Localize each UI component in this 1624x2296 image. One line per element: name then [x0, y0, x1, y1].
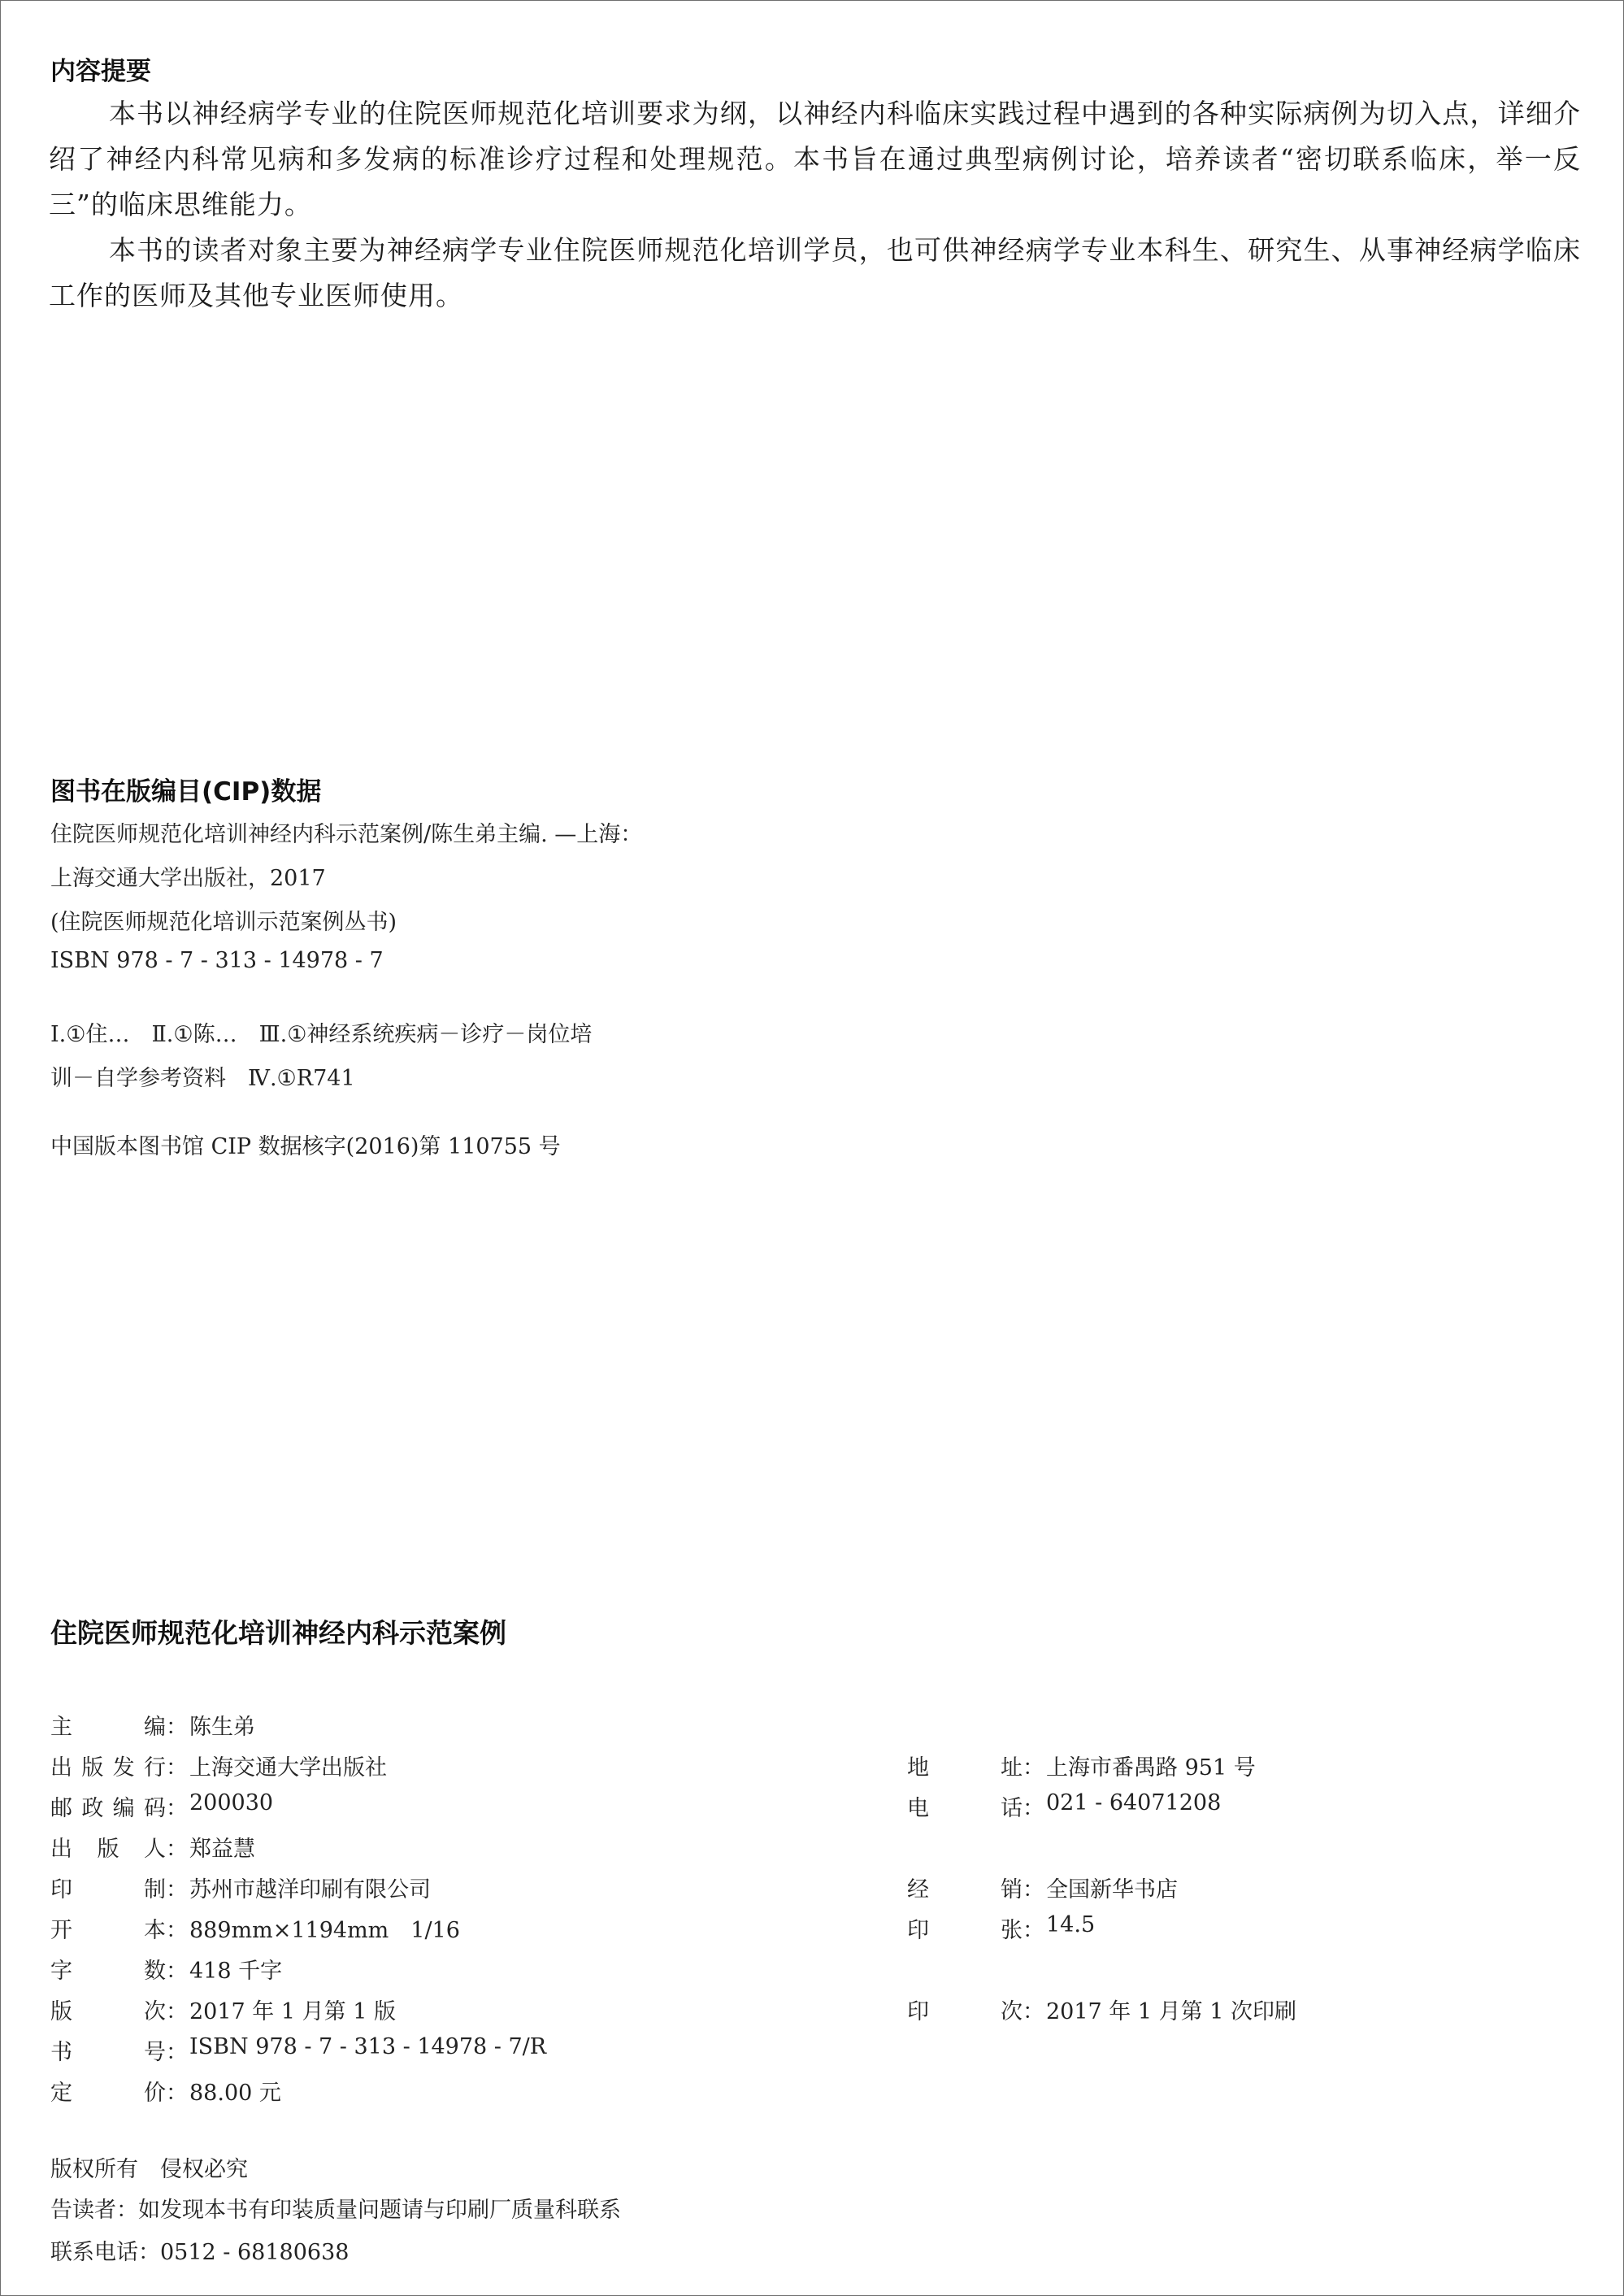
imprint-value: 陈生弟 [189, 1715, 255, 1740]
imprint-book-title: 住院医师规范化培训神经内科示范案例 [50, 1617, 506, 1649]
summary-heading: 内容提要 [50, 57, 151, 86]
imprint-value: 2017 年 1 月第 1 版 [189, 1999, 396, 2024]
imprint-value: 郑益慧 [189, 1837, 255, 1862]
cip-heading: 图书在版编目(CIP)数据 [50, 777, 322, 807]
summary-paragraph-1: 本书以神经病学专业的住院医师规范化培训要求为纲，以神经内科临床实践过程中遇到的各种实际病例为切入点，详细介绍了神经内科常见病和多发病的标准诊疗过程和处理规范。本书旨在通过典型病例讨论，培养读者“密切联系临床，举一反三”的临床思维能力。 [49, 98, 1581, 220]
imprint-row [907, 1750, 1256, 1781]
imprint-colon: ： [166, 1755, 188, 1781]
imprint-label: 开 本 [50, 1918, 166, 1943]
cip-isbn-line: ISBN 978 - 7 - 313 - 14978 - 7 [50, 948, 384, 973]
imprint-label: 出版发行 [50, 1755, 166, 1781]
imprint-colon: ： [166, 2081, 188, 2106]
imprint-row [50, 1709, 255, 1741]
imprint-row [907, 1790, 1221, 1822]
imprint-label: 字 数 [50, 1959, 166, 1984]
imprint-value: 上海市番禺路 951 号 [1046, 1755, 1256, 1781]
imprint-colon: ： [166, 1715, 188, 1740]
imprint-label: 印 张 [907, 1918, 1023, 1943]
imprint-row [50, 1872, 431, 1903]
cip-record-number: 中国版本图书馆 CIP 数据核字(2016)第 110755 号 [50, 1134, 561, 1159]
imprint-row [50, 1790, 273, 1822]
imprint-colon: ： [1023, 1796, 1044, 1821]
imprint-colon: ： [166, 1959, 188, 1984]
imprint-colon: ： [166, 1999, 188, 2024]
imprint-row [907, 1994, 1296, 2025]
imprint-row [50, 1831, 255, 1863]
imprint-value: 2017 年 1 月第 1 次印刷 [1046, 1999, 1296, 2024]
imprint-label: 电 话 [907, 1796, 1023, 1821]
imprint-row [907, 1912, 1095, 1944]
imprint-label: 邮政编码 [50, 1796, 166, 1821]
imprint-label: 主 编 [50, 1715, 166, 1740]
imprint-label: 版 次 [50, 1999, 166, 2024]
imprint-label: 印 次 [907, 1999, 1023, 2024]
imprint-label: 印 制 [50, 1877, 166, 1902]
imprint-label: 地 址 [907, 1755, 1023, 1781]
imprint-colon: ： [1023, 1999, 1044, 2024]
imprint-value: 021 - 64071208 [1046, 1790, 1222, 1815]
imprint-colon: ： [1023, 1877, 1044, 1902]
imprint-value: ISBN 978 - 7 - 313 - 14978 - 7/R [189, 2034, 547, 2059]
imprint-label: 书 号 [50, 2040, 166, 2065]
imprint-label: 定 价 [50, 2081, 166, 2106]
imprint-value: 上海交通大学出版社 [189, 1755, 387, 1781]
imprint-colon: ： [166, 1796, 188, 1821]
imprint-colon: ： [166, 1837, 188, 1862]
imprint-label: 出 版 人 [50, 1837, 166, 1862]
imprint-colon: ： [166, 2040, 188, 2065]
copyright-notice: 版权所有 侵权必究 [50, 2157, 248, 2182]
cip-line: 上海交通大学出版社，2017 [50, 866, 326, 891]
imprint-value: 889mm×1194mm 1/16 [189, 1918, 460, 1943]
imprint-value: 苏州市越洋印刷有限公司 [189, 1877, 431, 1902]
imprint-value: 418 千字 [189, 1959, 283, 1984]
cip-classification-line: 训－自学参考资料 Ⅳ.①R741 [50, 1066, 355, 1091]
cip-classification-line: Ⅰ.①住… Ⅱ.①陈… Ⅲ.①神经系统疾病－诊疗－岗位培 [50, 1022, 593, 1047]
imprint-row [50, 1912, 460, 1944]
cip-line: (住院医师规范化培训示范案例丛书) [50, 910, 397, 935]
cip-line: 住院医师规范化培训神经内科示范案例/陈生弟主编. —上海： [50, 822, 643, 847]
imprint-colon: ： [166, 1877, 188, 1902]
imprint-row [50, 1953, 282, 1985]
imprint-row [50, 1994, 396, 2025]
imprint-value: 200030 [189, 1790, 274, 1815]
imprint-value: 14.5 [1046, 1912, 1096, 1937]
imprint-value: 全国新华书店 [1046, 1877, 1178, 1902]
imprint-row [50, 2034, 546, 2066]
imprint-colon: ： [1023, 1918, 1044, 1943]
imprint-label: 经 销 [907, 1877, 1023, 1902]
imprint-row [907, 1872, 1178, 1903]
reader-notice: 告读者：如发现本书有印装质量问题请与印刷厂质量科联系 [50, 2198, 621, 2223]
imprint-value: 88.00 元 [189, 2081, 281, 2106]
imprint-colon: ： [1023, 1755, 1044, 1781]
imprint-row [50, 2075, 281, 2107]
contact-phone: 联系电话：0512 - 68180638 [50, 2240, 350, 2265]
imprint-colon: ： [166, 1918, 188, 1943]
imprint-row [50, 1750, 387, 1781]
summary-paragraph-2: 本书的读者对象主要为神经病学专业住院医师规范化培训学员，也可供神经病学专业本科生、研究生、从事神经病学临床工作的医师及其他专业医师使用。 [49, 234, 1581, 311]
